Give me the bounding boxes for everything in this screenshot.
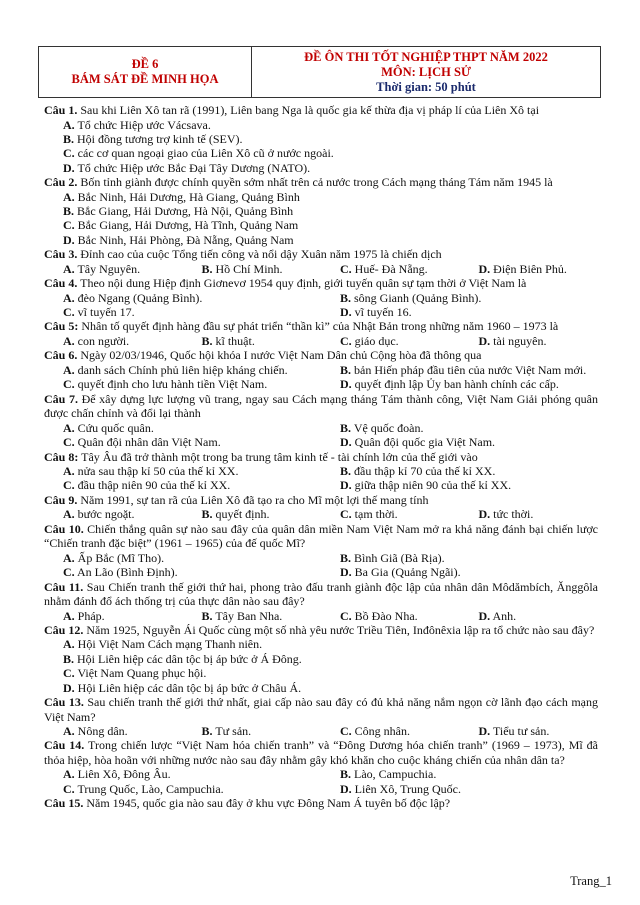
question-stem: Chiến thắng quân sự nào sau đây của quân dân miền Nam Việt Nam mở ra khả năng đánh bại chiến lược “Chiến tranh đặc biệt” (1961 – 1965) của đế quốc Mĩ?	[44, 521, 599, 551]
option-text: Tây Nguyên.	[77, 261, 141, 276]
option-text: Bắc Giang, Hải Dương, Hà Nội, Quảng Bình	[77, 204, 294, 219]
question-stem: Bốn tỉnh giành được chính quyền sớm nhất trên cả nước trong Cách mạng tháng Tám năm 1945 là	[80, 175, 553, 190]
option-text: đèo Ngang (Quảng Bình).	[77, 290, 203, 305]
answer-option	[321, 478, 598, 492]
option-text: tạm thời.	[354, 507, 398, 522]
answer-option	[44, 478, 321, 492]
option-text: Bồ Đào Nha.	[354, 608, 418, 623]
option-letter: D.	[340, 781, 352, 796]
option-letter: B.	[340, 420, 352, 435]
option-text: Ấp Bắc (Mĩ Tho).	[77, 550, 165, 565]
question-item	[44, 348, 598, 391]
option-text: đầu thập niên 90 của thế kỉ XX.	[77, 478, 231, 493]
exam-subject: MÔN: LỊCH SỬ	[381, 64, 471, 79]
option-text: Pháp.	[77, 608, 105, 623]
option-text: Anh.	[492, 608, 517, 623]
option-text: quyết định cho lưu hành tiền Việt Nam.	[77, 377, 268, 392]
option-letter: C.	[63, 218, 75, 233]
option-text: Hội Liên hiệp các dân tộc bị áp bức ở Châu Á.	[77, 680, 302, 695]
option-text: vĩ tuyến 16.	[354, 305, 412, 320]
answer-options	[44, 767, 598, 796]
answer-option	[321, 377, 598, 391]
option-text: Huế- Đà Nẵng.	[354, 261, 428, 276]
question-text	[44, 175, 598, 190]
option-text: tức thời.	[493, 507, 534, 522]
question-stem: Sau khi Liên Xô tan rã (1991), Liên bang Nga là quốc gia kế thừa địa vị pháp lí của Liên Xô tại	[80, 103, 540, 117]
option-letter: A.	[63, 608, 75, 623]
answer-option	[44, 724, 183, 738]
question-item	[44, 738, 598, 796]
option-letter: C.	[340, 608, 352, 623]
option-text: Quân đội quốc gia Việt Nam.	[354, 435, 496, 450]
option-letter: B.	[63, 651, 75, 666]
answer-option	[321, 609, 460, 623]
option-letter: C.	[63, 666, 75, 681]
answer-option	[44, 637, 598, 651]
option-letter: B.	[340, 362, 352, 377]
answer-options	[44, 724, 598, 738]
answer-option	[460, 507, 599, 521]
answer-options	[44, 334, 598, 348]
answer-option	[460, 609, 599, 623]
answer-option	[321, 334, 460, 348]
option-text: vĩ tuyến 17.	[77, 305, 135, 320]
question-text	[44, 738, 598, 767]
option-letter: D.	[478, 261, 491, 276]
answer-option	[183, 262, 322, 276]
option-letter: D.	[478, 507, 491, 522]
option-letter: A.	[63, 189, 75, 204]
question-item	[44, 276, 598, 319]
answer-option	[321, 291, 598, 305]
answer-option	[321, 435, 598, 449]
answer-option	[183, 507, 322, 521]
answer-option	[44, 291, 321, 305]
answer-option	[44, 262, 183, 276]
answer-option	[44, 767, 321, 781]
option-text: Liên Xô, Trung Quốc.	[354, 781, 462, 796]
option-text: quyết định.	[215, 507, 270, 522]
question-label: Câu 13.	[44, 695, 84, 710]
answer-option	[44, 218, 598, 232]
question-item	[44, 695, 598, 738]
page-number: Trang_1	[570, 874, 612, 888]
question-label: Câu 10.	[44, 521, 84, 536]
answer-option	[321, 305, 598, 319]
option-letter: A.	[63, 767, 75, 782]
option-letter: D.	[478, 724, 491, 739]
question-text	[44, 493, 598, 508]
option-letter: D.	[340, 565, 352, 580]
answer-option	[44, 204, 598, 218]
option-text: các cơ quan ngoại giao của Liên Xô cũ ở nước ngoài.	[77, 146, 334, 161]
option-text: đầu thập kỉ 70 của thế kỉ XX.	[354, 464, 496, 478]
option-letter: D.	[340, 478, 352, 493]
option-text: giữa thập niên 90 của thế kỉ XX.	[354, 478, 512, 493]
question-label: Câu 1.	[44, 103, 78, 117]
option-text: sông Gianh (Quảng Bình).	[354, 290, 482, 305]
option-text: Bắc Ninh, Hải Phòng, Đà Nẵng, Quảng Nam	[77, 232, 294, 247]
option-text: Bắc Ninh, Hải Dương, Hà Giang, Quảng Bình	[77, 189, 300, 204]
question-text	[44, 392, 598, 421]
option-text: Tư sản.	[215, 724, 252, 739]
answer-options	[44, 609, 598, 623]
option-letter: A.	[63, 724, 75, 739]
question-item	[44, 580, 598, 623]
option-text: Tây Ban Nha.	[215, 608, 283, 623]
option-letter: D.	[340, 435, 352, 450]
option-text: Hội đồng tương trợ kinh tế (SEV).	[77, 131, 243, 146]
exam-duration: Thời gian: 50 phút	[376, 79, 476, 94]
option-letter: D.	[478, 608, 491, 623]
option-letter: D.	[340, 377, 352, 392]
question-item	[44, 319, 598, 348]
option-text: Hội Việt Nam Cách mạng Thanh niên.	[77, 637, 263, 652]
exam-header	[38, 46, 601, 98]
option-text: Quân đội nhân dân Việt Nam.	[77, 435, 221, 450]
question-text	[44, 796, 598, 811]
option-letter: B.	[63, 204, 75, 219]
option-letter: B.	[201, 724, 213, 739]
option-letter: C.	[340, 724, 352, 739]
option-text: Liên Xô, Đông Âu.	[77, 767, 171, 782]
question-label: Câu 3.	[44, 247, 78, 262]
answer-option	[321, 464, 598, 478]
question-item	[44, 522, 598, 580]
question-item	[44, 175, 598, 247]
option-letter: A.	[63, 637, 75, 652]
question-item	[44, 493, 598, 522]
question-stem: Tây Âu đã trở thành một trong ba trung tâm kinh tế - tài chính lớn của thế giới vào	[81, 449, 478, 464]
option-text: Bắc Giang, Hải Dương, Hà Tĩnh, Quảng Nam	[77, 218, 299, 233]
question-label: Câu 14.	[44, 738, 85, 753]
option-letter: B.	[63, 131, 75, 146]
answer-options	[44, 464, 598, 493]
option-letter: C.	[63, 435, 75, 450]
option-text: Hồ Chí Minh.	[215, 261, 283, 276]
option-letter: D.	[63, 680, 75, 695]
option-text: bước ngoặt.	[77, 507, 135, 522]
question-label: Câu 11.	[44, 579, 84, 594]
option-letter: D.	[63, 232, 75, 247]
answer-option	[460, 724, 599, 738]
question-label: Câu 12.	[44, 622, 84, 637]
question-stem: Để xây dựng lực lượng vũ trang, ngay sau Cách mạng tháng Tám thành công, Việt Nam Giải phóng quân được chấn chỉnh và đổi lại thành	[44, 391, 599, 421]
question-text	[44, 276, 598, 291]
answer-option	[321, 363, 598, 377]
option-text: nửa sau thập kỉ 50 của thế kỉ XX.	[77, 464, 239, 478]
option-letter: A.	[63, 333, 75, 348]
option-letter: C.	[340, 507, 352, 522]
question-text	[44, 319, 598, 334]
answer-option	[44, 421, 321, 435]
option-letter: B.	[201, 333, 213, 348]
question-stem: Năm 1945, quốc gia nào sau đây ở khu vực Đông Nam Á tuyên bố độc lập?	[86, 796, 451, 811]
option-text: Công nhân.	[354, 724, 411, 739]
option-letter: B.	[340, 767, 352, 782]
answer-option	[44, 435, 321, 449]
answer-option	[44, 464, 321, 478]
option-letter: B.	[201, 507, 213, 522]
question-label: Câu 8:	[44, 449, 79, 464]
question-label: Câu 5:	[44, 319, 79, 334]
answer-option	[183, 609, 322, 623]
answer-option	[44, 334, 183, 348]
question-list	[44, 103, 598, 811]
answer-option	[44, 565, 321, 579]
question-text	[44, 348, 598, 363]
answer-option	[183, 334, 322, 348]
answer-option	[44, 233, 598, 247]
question-text	[44, 695, 598, 724]
answer-option	[321, 421, 598, 435]
question-item	[44, 103, 598, 175]
option-letter: A.	[63, 550, 75, 565]
answer-option	[321, 565, 598, 579]
option-text: tài nguyên.	[493, 333, 547, 348]
answer-option	[44, 782, 321, 796]
answer-option	[44, 161, 598, 175]
question-stem: Sau Chiến tranh thế giới thứ hai, phong trào đấu tranh giành độc lập của nhân dân Môdămbích, Ănggôla nhằm đánh đổ ách thống trị của thực dân nào sau đây?	[44, 579, 598, 609]
option-text: Trung Quốc, Lào, Campuchia.	[77, 781, 224, 796]
answer-option	[321, 262, 460, 276]
question-label: Câu 7.	[44, 391, 78, 406]
answer-options	[44, 507, 598, 521]
option-letter: A.	[63, 420, 75, 435]
option-letter: D.	[340, 305, 352, 320]
option-letter: C.	[63, 305, 75, 320]
answer-option	[44, 609, 183, 623]
question-text	[44, 623, 598, 638]
answer-option	[44, 146, 598, 160]
question-stem: Theo nội dung Hiệp định Giơnevơ 1954 quy định, giới tuyến quân sự tạm thời ở Việt Nam là	[80, 276, 527, 291]
exam-number: ĐỀ 6	[131, 57, 159, 71]
question-label: Câu 2.	[44, 175, 78, 190]
option-letter: A.	[63, 290, 75, 305]
question-text	[44, 450, 598, 465]
answer-options	[44, 421, 598, 450]
answer-options	[44, 363, 598, 392]
exam-title: ĐỀ ÔN THI TỐT NGHIỆP THPT NĂM 2022	[304, 49, 548, 64]
option-text: quyết định lập Ủy ban hành chính các cấp.	[354, 377, 559, 392]
question-item	[44, 796, 598, 811]
answer-option	[321, 551, 598, 565]
question-stem: Trong chiến lược “Việt Nam hóa chiến tranh” và “Đông Dương hóa chiến tranh” (1969 – 1973), Mĩ đã thỏa hiệp, hòa hoãn với những nước nào sau đây nhằm gây khó khăn cho cuộc kháng chiến của nhân dân ta?	[44, 738, 598, 767]
option-text: con người.	[77, 333, 130, 348]
question-text	[44, 247, 598, 262]
option-letter: C.	[63, 478, 75, 493]
option-text: Lào, Campuchia.	[354, 767, 437, 782]
answer-option	[321, 724, 460, 738]
answer-options	[44, 551, 598, 580]
question-label: Câu 4.	[44, 276, 78, 291]
question-stem: Đỉnh cao của cuộc Tổng tiến công và nổi dậy Xuân năm 1975 là chiến dịch	[80, 247, 442, 262]
option-letter: C.	[63, 565, 75, 580]
answer-option	[44, 666, 598, 680]
answer-option	[44, 118, 598, 132]
answer-option	[321, 782, 598, 796]
option-text: giáo dục.	[354, 333, 399, 348]
question-label: Câu 15.	[44, 796, 84, 811]
option-letter: B.	[201, 608, 213, 623]
option-letter: B.	[340, 464, 352, 478]
option-text: Bình Giã (Bà Rịa).	[354, 550, 445, 565]
option-text: Vệ quốc đoàn.	[353, 420, 424, 435]
question-item	[44, 450, 598, 493]
option-letter: B.	[201, 261, 213, 276]
option-text: Cứu quốc quân.	[77, 420, 154, 435]
question-text	[44, 103, 598, 118]
option-text: Tổ chức Hiệp ước Vácsava.	[77, 117, 211, 132]
option-text: Ba Gia (Quảng Ngãi).	[354, 565, 461, 580]
question-stem: Sau chiến tranh thế giới thứ nhất, giai cấp nào sau đây có đủ khả năng nắm ngọn cờ lãnh đạo cách mạng Việt Nam?	[44, 695, 598, 724]
answer-option	[321, 767, 598, 781]
answer-option	[460, 334, 599, 348]
option-letter: A.	[63, 507, 75, 522]
option-letter: D.	[478, 333, 491, 348]
question-stem: Nhân tố quyết định hàng đầu sự phát triển “thần kì” của Nhật Bản trong những năm 1960 – 1973 là	[81, 319, 559, 334]
answer-option	[44, 551, 321, 565]
question-stem: Năm 1925, Nguyễn Ái Quốc cùng một số nhà yêu nước Triều Tiên, Inđônêxia lập ra tổ chức nào sau đây?	[86, 622, 595, 637]
option-letter: A.	[63, 362, 75, 377]
option-letter: A.	[63, 261, 75, 276]
option-text: Điện Biên Phủ.	[493, 261, 567, 276]
question-text	[44, 580, 598, 609]
answer-option	[44, 681, 598, 695]
option-letter: A.	[63, 464, 75, 478]
exam-subtitle: BÁM SÁT ĐỀ MINH HỌA	[71, 72, 219, 86]
question-text	[44, 522, 598, 551]
answer-option	[44, 507, 183, 521]
option-letter: A.	[63, 117, 75, 132]
answer-options	[44, 190, 598, 248]
option-letter: C.	[340, 333, 352, 348]
question-label: Câu 6.	[44, 348, 78, 363]
question-item	[44, 392, 598, 450]
option-letter: B.	[340, 290, 352, 305]
option-letter: B.	[340, 550, 352, 565]
question-label: Câu 9.	[44, 492, 78, 507]
option-text: kĩ thuật.	[215, 333, 255, 348]
answer-option	[44, 305, 321, 319]
option-text: Việt Nam Quang phục hội.	[77, 666, 207, 681]
answer-option	[460, 262, 599, 276]
answer-option	[183, 724, 322, 738]
answer-option	[44, 190, 598, 204]
option-letter: C.	[63, 377, 75, 392]
answer-option	[321, 507, 460, 521]
answer-option	[44, 363, 321, 377]
option-letter: C.	[340, 261, 352, 276]
answer-option	[44, 132, 598, 146]
answer-option	[44, 377, 321, 391]
option-text: Tổ chức Hiệp ước Bắc Đại Tây Dương (NATO).	[77, 160, 311, 175]
question-item	[44, 247, 598, 276]
option-text: Nông dân.	[77, 724, 128, 739]
answer-option	[44, 652, 598, 666]
option-letter: D.	[63, 160, 75, 175]
option-text: An Lão (Bình Định).	[77, 565, 178, 580]
option-text: bản Hiến pháp đầu tiên của nước Việt Nam mới.	[354, 362, 587, 377]
option-text: danh sách Chính phủ liên hiệp kháng chiến.	[77, 362, 288, 377]
question-stem: Ngày 02/03/1946, Quốc hội khóa I nước Việt Nam Dân chủ Cộng hòa đã thông qua	[80, 348, 482, 363]
question-stem: Năm 1991, sự tan rã của Liên Xô đã tạo ra cho Mĩ một lợi thế mang tính	[80, 492, 429, 507]
option-text: Hội Liên hiệp các dân tộc bị áp bức ở Á Đông.	[77, 651, 302, 666]
option-letter: C.	[63, 781, 75, 796]
answer-options	[44, 118, 598, 176]
answer-options	[44, 637, 598, 695]
option-text: Tiểu tư sản.	[492, 724, 550, 739]
question-item	[44, 623, 598, 695]
answer-options	[44, 291, 598, 320]
header-left	[39, 47, 252, 97]
option-letter: C.	[63, 146, 75, 161]
header-right	[252, 47, 600, 97]
answer-options	[44, 262, 598, 276]
